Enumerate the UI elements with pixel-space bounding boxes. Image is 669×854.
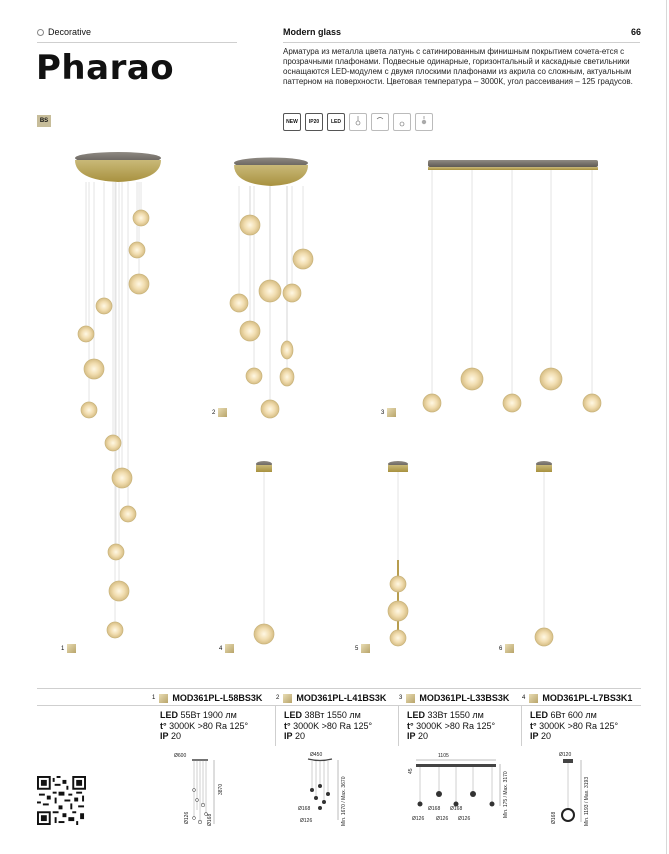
- spec-angle: 125°: [229, 720, 249, 731]
- spec-ip-label: IP: [160, 731, 169, 741]
- page-number: 66: [630, 27, 641, 37]
- model-header-3: [399, 693, 509, 703]
- variant-label-2: [212, 408, 227, 417]
- model-number: 2: [276, 695, 280, 701]
- spec-led: LED: [407, 710, 425, 720]
- finish-swatch-icon: [387, 408, 396, 417]
- lamp-4-single: [254, 461, 274, 644]
- dim-b: Ø168: [207, 813, 213, 826]
- spec-block-4: [530, 710, 618, 742]
- variant-number: 3: [381, 409, 385, 416]
- table-divider: [37, 688, 641, 689]
- spec-temp: 3000K: [169, 720, 196, 731]
- variant-number: 2: [212, 409, 216, 416]
- spec-temp-label: t°: [530, 720, 537, 731]
- variant-label-4: [219, 644, 234, 653]
- variant-label-6: [499, 644, 514, 653]
- lamp-2-cascade: [230, 158, 313, 419]
- dim-a: Ø168: [551, 811, 557, 824]
- column-divider: [398, 706, 399, 746]
- finish-swatch-icon: [529, 694, 538, 703]
- model-code: MOD361PL-L7BS3K1: [542, 693, 633, 703]
- spec-ra: >80 Ra: [567, 720, 597, 731]
- spec-angle: 125°: [353, 720, 373, 731]
- spec-temp: 3000K: [293, 720, 320, 731]
- drawing-3: [406, 750, 510, 828]
- variant-label-5: [355, 644, 370, 653]
- spec-temp-label: t°: [407, 720, 414, 731]
- spec-led: LED: [284, 710, 302, 720]
- spec-temp: 3000K: [416, 720, 443, 731]
- product-description: Арматура из металла цвета латунь с сатинированным финишным покрытием сочета-ется с прозрачными плафонами. Подвесные одинарные, горизонтальный и каскадные светильники оснащаются LED-модулем с двумя плоскими плафонами из акрила со сложным, актуальным паттерном на поверхности. Цветовая температура – 3000К, угол рассеивания – 125 градусов.: [283, 47, 633, 86]
- lamp-1-cascade: [75, 152, 161, 638]
- series-label: Modern glass: [283, 27, 342, 37]
- spec-flux: 1550 лм: [326, 710, 361, 720]
- lamp-6-single: [535, 461, 553, 646]
- finish-swatch-icon: [361, 644, 370, 653]
- ip20-badge-icon: IP20: [305, 113, 323, 131]
- spec-angle: 125°: [599, 720, 619, 731]
- model-code: MOD361PL-L33BS3K: [419, 693, 510, 703]
- dim-c: Ø126: [412, 816, 425, 822]
- spec-ip-label: IP: [407, 731, 416, 741]
- category-text: Decorative: [48, 27, 92, 37]
- spec-led: LED: [160, 710, 178, 720]
- new-badge-icon: NEW: [283, 113, 301, 131]
- model-code: MOD361PL-L41BS3K: [296, 693, 387, 703]
- variant-label-3: [381, 408, 396, 417]
- qr-code[interactable]: [37, 776, 86, 825]
- finish-swatch-icon: [67, 644, 76, 653]
- variant-label-1: [61, 644, 76, 653]
- spec-flux: 1550 лм: [449, 710, 484, 720]
- spec-power: 6Вт: [550, 710, 566, 720]
- variant-number: 4: [219, 645, 223, 652]
- spec-ra: >80 Ra: [197, 720, 227, 731]
- finish-swatch-icon: [159, 694, 168, 703]
- finish-swatch-icon: [225, 644, 234, 653]
- spec-power: 38Вт: [304, 710, 325, 720]
- lamp-3-horizontal: [423, 160, 601, 412]
- model-header-2: [276, 693, 386, 703]
- finish-swatch: BS: [37, 115, 51, 127]
- finish-swatch-icon: [283, 694, 292, 703]
- spec-ip: 20: [541, 731, 552, 741]
- spec-ip-label: IP: [530, 731, 539, 741]
- dim-height: Min. 175 / Max. 3170: [503, 771, 509, 818]
- spec-ra: >80 Ra: [444, 720, 474, 731]
- dim-a: Ø126: [184, 811, 190, 824]
- variant-number: 1: [61, 645, 65, 652]
- product-title: Pharao: [36, 48, 175, 88]
- spec-led: LED: [530, 710, 548, 720]
- dim-height: Min. 1670 / Max. 3670: [341, 776, 347, 826]
- finish-swatch-icon: [406, 694, 415, 703]
- model-code: MOD361PL-L58BS3K: [172, 693, 263, 703]
- dim-e: Ø126: [458, 816, 471, 822]
- dim-a: Ø168: [428, 806, 441, 812]
- dim-height: Min. 1193 / Max. 3193: [584, 776, 590, 826]
- model-number: 4: [522, 695, 526, 701]
- model-header-4: [522, 693, 632, 703]
- spec-temp-label: t°: [160, 720, 167, 731]
- spec-flux: 600 лм: [567, 710, 597, 720]
- drawing-2: [294, 750, 384, 828]
- spec-ra: >80 Ra: [321, 720, 351, 731]
- spec-block-3: [407, 710, 495, 742]
- model-header-1: [152, 693, 262, 703]
- spec-power: 55Вт: [180, 710, 201, 720]
- dim-height: 3870: [218, 783, 224, 795]
- dim-top: Ø120: [559, 752, 572, 758]
- dim-h: 45: [408, 768, 414, 774]
- spec-temp-label: t°: [284, 720, 291, 731]
- dim-a: Ø168: [298, 806, 311, 812]
- dim-top: Ø450: [310, 752, 323, 758]
- led-badge-icon: LED: [327, 113, 345, 131]
- dim-b: Ø168: [450, 806, 463, 812]
- dim-top: Ø600: [174, 753, 187, 759]
- model-number: 3: [399, 695, 403, 701]
- dim-width: 1105: [438, 753, 449, 759]
- spec-ip-label: IP: [284, 731, 293, 741]
- spec-ip: 20: [171, 731, 182, 741]
- spec-block-2: [284, 710, 372, 742]
- table-divider: [37, 705, 641, 706]
- finish-swatch-icon: [218, 408, 227, 417]
- drawing-4: [543, 750, 613, 828]
- spec-ip: 20: [295, 731, 306, 741]
- spec-block-1: [160, 710, 248, 742]
- column-divider: [275, 706, 276, 746]
- spec-power: 33Вт: [427, 710, 448, 720]
- lamp-5-vertical: [388, 461, 408, 646]
- spec-flux: 1900 лм: [202, 710, 237, 720]
- model-number: 1: [152, 695, 156, 701]
- dim-d: Ø126: [436, 816, 449, 822]
- spec-ip: 20: [418, 731, 429, 741]
- spec-angle: 125°: [476, 720, 496, 731]
- drawing-1: [170, 750, 250, 828]
- spec-temp: 3000K: [539, 720, 566, 731]
- dim-b: Ø126: [300, 818, 313, 824]
- finish-swatch-icon: [505, 644, 514, 653]
- column-divider: [521, 706, 522, 746]
- variant-number: 6: [499, 645, 503, 652]
- variant-number: 5: [355, 645, 359, 652]
